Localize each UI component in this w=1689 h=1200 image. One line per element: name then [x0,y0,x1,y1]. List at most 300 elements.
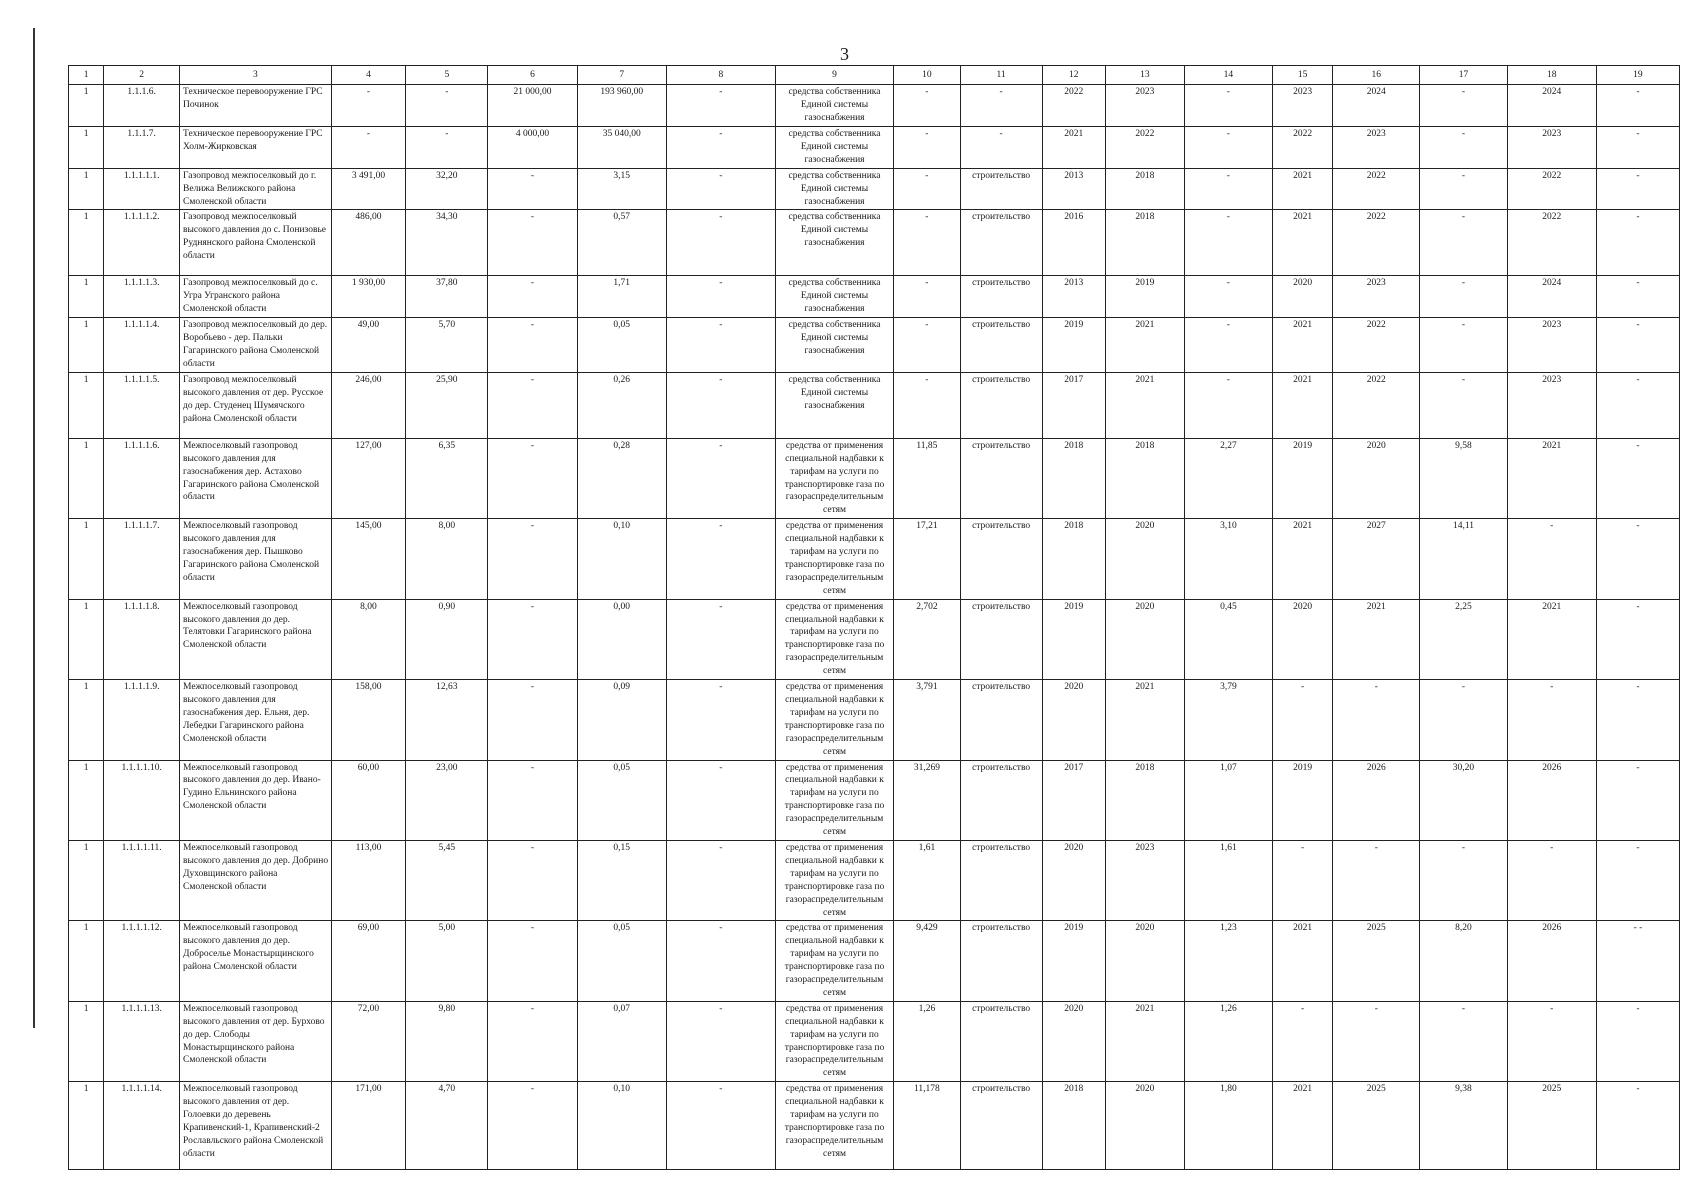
funding-source-cell: средства от применения специальной надбавки к тарифам на услуги по транспортировке газа по газораспределительным сетям [775,1082,893,1170]
table-cell: 2018 [1105,760,1184,840]
table-cell: - [406,85,488,127]
table-cell: - [406,127,488,169]
table-row [69,1082,1680,1170]
table-cell: 2021 [1273,318,1333,373]
table-cell: - [1420,210,1507,276]
table-cell: 2,25 [1420,599,1507,679]
table-cell: 1,80 [1184,1082,1272,1170]
table-cell: 1 [69,168,104,210]
table-cell: 2020 [1273,276,1333,318]
table-cell: 2020 [1042,680,1105,760]
table-cell: - [1273,840,1333,920]
table-cell: - [1184,318,1272,373]
table-cell: 2020 [1105,519,1184,599]
table-cell: 23,00 [406,760,488,840]
table-cell: 2020 [1105,599,1184,679]
funding-source-cell: средства собственника Единой системы газоснабжения [775,85,893,127]
table-cell: 2021 [1105,318,1184,373]
table-row [69,276,1680,318]
table-cell: 0,09 [577,680,666,760]
table-cell: - [1596,1082,1679,1170]
table-cell: 0,05 [577,318,666,373]
table-cell: 2018 [1042,1082,1105,1170]
table-cell: 2023 [1333,127,1420,169]
table-cell: 2013 [1042,276,1105,318]
table-cell: 2019 [1273,760,1333,840]
object-name-cell: Техническое перевооружение ГРС Холм-Жирковская [180,127,332,169]
table-cell: 2026 [1507,760,1596,840]
table-cell: строительство [960,840,1042,920]
object-name-cell: Газопровод межпоселковый до г. Велижа Велижского района Смоленской области [180,168,332,210]
table-cell: 2023 [1333,276,1420,318]
funding-source-cell: средства от применения специальной надбавки к тарифам на услуги по транспортировке газа по газораспределительным сетям [775,680,893,760]
column-header: 7 [577,66,666,85]
table-cell: 171,00 [331,1082,406,1170]
table-cell: 486,00 [331,210,406,276]
table-cell: 21 000,00 [488,85,577,127]
table-cell: - [666,760,775,840]
table-cell: 2021 [1105,680,1184,760]
table-cell: строительство [960,1001,1042,1081]
table-cell: 1 [69,276,104,318]
table-cell: 1 [69,599,104,679]
table-row [69,680,1680,760]
table-cell: 60,00 [331,760,406,840]
table-cell: 158,00 [331,680,406,760]
table-cell: - [488,1082,577,1170]
table-cell: - [331,127,406,169]
table-cell: 3,10 [1184,519,1272,599]
table-cell: 4 000,00 [488,127,577,169]
table-cell: 1.1.1.1.3. [104,276,180,318]
column-header: 17 [1420,66,1507,85]
table-cell: - [1596,168,1679,210]
table-cell: 8,00 [331,599,406,679]
table-cell: 2024 [1333,85,1420,127]
table-cell: 1.1.1.1.2. [104,210,180,276]
funding-source-cell: средства собственника Единой системы газоснабжения [775,210,893,276]
table-cell: - [1420,840,1507,920]
table-cell: 2022 [1333,168,1420,210]
table-cell: 2024 [1507,276,1596,318]
table-cell: 2021 [1105,1001,1184,1081]
table-cell: 2021 [1273,210,1333,276]
table-cell: 2023 [1507,372,1596,438]
table-cell: строительство [960,372,1042,438]
table-cell: - [1596,840,1679,920]
table-cell: - [894,276,960,318]
table-cell: - [1273,680,1333,760]
table-cell: строительство [960,168,1042,210]
table-cell: строительство [960,921,1042,1001]
table-cell: 193 960,00 [577,85,666,127]
table-cell: 1.1.1.6. [104,85,180,127]
table-cell: - [488,372,577,438]
table-cell: - [894,210,960,276]
table-row [69,372,1680,438]
table-cell: 2018 [1042,438,1105,518]
table-cell: 2020 [1042,1001,1105,1081]
table-cell: - [1596,680,1679,760]
table-cell: 2019 [1042,921,1105,1001]
table-cell: - [1420,1001,1507,1081]
table-cell: - [1596,519,1679,599]
table-cell: 2016 [1042,210,1105,276]
header-row [69,66,1680,85]
table-cell: 0,26 [577,372,666,438]
table-cell: 2023 [1105,85,1184,127]
table-cell: строительство [960,599,1042,679]
table-cell: 1 [69,210,104,276]
table-cell: 1 [69,1082,104,1170]
table-cell: 2022 [1507,210,1596,276]
table-cell: 2021 [1333,599,1420,679]
table-cell: 246,00 [331,372,406,438]
funding-source-cell: средства от применения специальной надбавки к тарифам на услуги по транспортировке газа по газораспределительным сетям [775,760,893,840]
object-name-cell: Газопровод межпоселковый до с. Угра Угранского района Смоленской области [180,276,332,318]
table-cell: 0,45 [1184,599,1272,679]
table-cell: - [666,519,775,599]
table-cell: 1.1.1.1.8. [104,599,180,679]
table-cell: 2018 [1042,519,1105,599]
table-cell: 9,429 [894,921,960,1001]
table-cell: - [1420,127,1507,169]
table-cell: строительство [960,210,1042,276]
table-cell: - [1184,85,1272,127]
table-cell: 2022 [1273,127,1333,169]
table-cell: 2020 [1333,438,1420,518]
table-cell: 2021 [1507,438,1596,518]
table-cell: - [960,127,1042,169]
table-cell: 8,00 [406,519,488,599]
table-cell: - [488,921,577,1001]
table-row [69,1001,1680,1081]
table-cell: 2024 [1507,85,1596,127]
table-cell: 0,10 [577,519,666,599]
table-cell: - [488,760,577,840]
table-cell: 0,00 [577,599,666,679]
table-cell: 1.1.1.1.4. [104,318,180,373]
object-name-cell: Газопровод межпоселковый высокого давления до с. Понизовье Руднянского района Смоленской области [180,210,332,276]
binding-margin-line [33,28,35,1028]
table-cell: 2026 [1507,921,1596,1001]
table-cell: 2025 [1333,921,1420,1001]
table-cell: 1.1.1.1.11. [104,840,180,920]
table-cell: 2021 [1273,1082,1333,1170]
table-cell: - [1273,1001,1333,1081]
table-cell: - [1596,210,1679,276]
object-name-cell: Межпоселковый газопровод высокого давления от дер. Бурхово до дер. Слободы Монастырщинского района Смоленской области [180,1001,332,1081]
table-cell: 11,178 [894,1082,960,1170]
column-header: 13 [1105,66,1184,85]
object-name-cell: Межпоселковый газопровод высокого давления до дер. Телятовки Гагаринского района Смоленской области [180,599,332,679]
column-header: 19 [1596,66,1679,85]
table-cell: строительство [960,519,1042,599]
table-cell: 1.1.1.1.7. [104,519,180,599]
table-cell: 1 [69,127,104,169]
funding-source-cell: средства от применения специальной надбавки к тарифам на услуги по транспортировке газа по газораспределительным сетям [775,921,893,1001]
table-cell: 2022 [1333,372,1420,438]
object-name-cell: Межпоселковый газопровод высокого давления для газоснабжения дер. Астахово Гагаринского района Смоленской области [180,438,332,518]
table-cell: 145,00 [331,519,406,599]
table-cell: - [666,1001,775,1081]
table-cell: - [666,372,775,438]
table-cell: - [1596,1001,1679,1081]
table-cell: 2027 [1333,519,1420,599]
object-name-cell: Газопровод межпоселковый высокого давления от дер. Русское до дер. Студенец Шумячского района Смоленской области [180,372,332,438]
table-cell: строительство [960,680,1042,760]
table-cell: - [1596,276,1679,318]
table-cell: 1.1.1.1.1. [104,168,180,210]
object-name-cell: Газопровод межпоселковый до дер. Воробьево - дер. Пальки Гагаринского района Смоленской области [180,318,332,373]
table-cell: строительство [960,760,1042,840]
table-cell: - [1184,127,1272,169]
table-cell: 6,35 [406,438,488,518]
table-row [69,318,1680,373]
table-cell: - [666,438,775,518]
table-cell: - [1596,599,1679,679]
table-cell: 1,07 [1184,760,1272,840]
table-cell: 2019 [1042,599,1105,679]
table-cell: 2020 [1105,921,1184,1001]
table-cell: 5,45 [406,840,488,920]
table-cell: - [1184,210,1272,276]
table-cell: - [1596,760,1679,840]
object-name-cell: Межпоселковый газопровод высокого давления до дер. Добрино Духовщинского района Смоленской области [180,840,332,920]
table-cell: 0,07 [577,1001,666,1081]
table-cell: 1 [69,840,104,920]
column-header: 6 [488,66,577,85]
table-row [69,85,1680,127]
table-cell: 1.1.1.1.5. [104,372,180,438]
column-header: 4 [331,66,406,85]
funding-source-cell: средства собственника Единой системы газоснабжения [775,372,893,438]
funding-source-cell: средства от применения специальной надбавки к тарифам на услуги по транспортировке газа по газораспределительным сетям [775,438,893,518]
column-header: 3 [180,66,332,85]
table-cell: - [666,127,775,169]
object-name-cell: Межпоселковый газопровод высокого давления до дер. Доброселье Монастырщинского района Смоленской области [180,921,332,1001]
table-cell: 1.1.1.1.12. [104,921,180,1001]
table-cell: - [488,168,577,210]
page-number: 3 [840,44,849,64]
table-cell: - [666,840,775,920]
table-cell: 11,85 [894,438,960,518]
table-cell: 1 [69,438,104,518]
table-cell: 32,20 [406,168,488,210]
table-cell: - [1184,276,1272,318]
table-cell: 2026 [1333,760,1420,840]
table-cell: 2022 [1507,168,1596,210]
table-cell: - [894,168,960,210]
table-cell: 69,00 [331,921,406,1001]
funding-source-cell: средства от применения специальной надбавки к тарифам на услуги по транспортировке газа по газораспределительным сетям [775,599,893,679]
table-cell: 2018 [1105,168,1184,210]
table-row [69,438,1680,518]
table-cell: - [1420,276,1507,318]
table-cell: 4,70 [406,1082,488,1170]
table-cell: 1.1.1.1.10. [104,760,180,840]
table-cell: - [1596,85,1679,127]
table-row [69,168,1680,210]
column-header: 1 [69,66,104,85]
funding-source-cell: средства собственника Единой системы газоснабжения [775,127,893,169]
table-cell: 1 [69,318,104,373]
table-cell: 1 [69,85,104,127]
table-cell: - [1333,840,1420,920]
table-cell: строительство [960,318,1042,373]
table-cell: 37,80 [406,276,488,318]
table-cell: 0,05 [577,760,666,840]
table-cell: 2025 [1507,1082,1596,1170]
table-cell: 2013 [1042,168,1105,210]
table-cell: - [1184,372,1272,438]
table-cell: 2021 [1273,168,1333,210]
table-cell: 9,58 [1420,438,1507,518]
table-cell: 5,70 [406,318,488,373]
table-cell: 1.1.1.7. [104,127,180,169]
table-cell: 31,269 [894,760,960,840]
table-cell: 1.1.1.1.13. [104,1001,180,1081]
table-cell: - [666,680,775,760]
object-name-cell: Межпоселковый газопровод высокого давления для газоснабжения дер. Пышково Гагаринского района Смоленской области [180,519,332,599]
table-cell: - [666,921,775,1001]
table-cell: - [894,318,960,373]
table-cell: - [1507,680,1596,760]
table-cell: 9,80 [406,1001,488,1081]
column-header: 2 [104,66,180,85]
table-cell: - [1420,680,1507,760]
table-cell: - [894,372,960,438]
column-header: 18 [1507,66,1596,85]
table-cell: 1 [69,519,104,599]
table-cell: 12,63 [406,680,488,760]
funding-source-cell: средства от применения специальной надбавки к тарифам на услуги по транспортировке газа по газораспределительным сетям [775,1001,893,1081]
table-cell: 2023 [1273,85,1333,127]
table-row [69,127,1680,169]
table-cell: - [1507,519,1596,599]
table-cell: 1 [69,921,104,1001]
table-cell: - [488,1001,577,1081]
table-cell: - [488,438,577,518]
table-cell: 0,15 [577,840,666,920]
table-cell: 1 [69,680,104,760]
table-cell: 2021 [1273,921,1333,1001]
table-cell: 2021 [1273,519,1333,599]
table-cell: - [488,276,577,318]
table-cell: 2023 [1507,318,1596,373]
table-cell: 8,20 [1420,921,1507,1001]
table-cell: - [1420,168,1507,210]
table-cell: 17,21 [894,519,960,599]
table-cell: 2017 [1042,372,1105,438]
table-cell: 0,57 [577,210,666,276]
table-cell: 1 930,00 [331,276,406,318]
table-cell: 2019 [1105,276,1184,318]
table-cell: 2022 [1333,318,1420,373]
table-cell: 1 [69,372,104,438]
column-header: 8 [666,66,775,85]
table-cell: 1,23 [1184,921,1272,1001]
table-cell: - [488,210,577,276]
table-cell: 1,26 [894,1001,960,1081]
table-cell: 3,79 [1184,680,1272,760]
table-cell: 0,05 [577,921,666,1001]
funding-source-cell: средства собственника Единой системы газоснабжения [775,168,893,210]
table-cell: 2021 [1105,372,1184,438]
table-cell: 2025 [1333,1082,1420,1170]
table-cell: - [1184,168,1272,210]
table-cell: - [666,318,775,373]
object-name-cell: Межпоселковый газопровод высокого давления для газоснабжения дер. Ельня, дер. Лебедки Гагаринского района Смоленской области [180,680,332,760]
column-header: 9 [775,66,893,85]
table-cell: - [1333,680,1420,760]
table-row [69,519,1680,599]
table-cell: 2019 [1273,438,1333,518]
table-row [69,599,1680,679]
table-cell: - [488,519,577,599]
column-header: 12 [1042,66,1105,85]
table-cell: 1,71 [577,276,666,318]
table-cell: - [1420,318,1507,373]
table-cell: - [1420,85,1507,127]
table-cell: - [488,599,577,679]
table-cell: 5,00 [406,921,488,1001]
table-cell: 72,00 [331,1001,406,1081]
table-cell: 0,90 [406,599,488,679]
table-cell: - [666,599,775,679]
table-cell: 35 040,00 [577,127,666,169]
table-cell: 2022 [1105,127,1184,169]
table-cell: - [666,85,775,127]
table-cell: 2018 [1105,210,1184,276]
table-cell: 2021 [1273,372,1333,438]
column-header: 14 [1184,66,1272,85]
table-cell: - [1507,840,1596,920]
table-row [69,760,1680,840]
funding-source-cell: средства от применения специальной надбавки к тарифам на услуги по транспортировке газа по газораспределительным сетям [775,840,893,920]
table-cell: строительство [960,1082,1042,1170]
table-cell: 49,00 [331,318,406,373]
object-name-cell: Техническое перевооружение ГРС Починок [180,85,332,127]
table-cell: 1.1.1.1.14. [104,1082,180,1170]
table-cell: - [1596,372,1679,438]
table-cell: 0,28 [577,438,666,518]
table-cell: - - [1596,921,1679,1001]
table-cell: - [666,1082,775,1170]
table-cell: 113,00 [331,840,406,920]
table-cell: - [960,85,1042,127]
table-cell: - [1333,1001,1420,1081]
table-cell: 2021 [1042,127,1105,169]
table-cell: 14,11 [1420,519,1507,599]
table-cell: 0,10 [577,1082,666,1170]
table-cell: 30,20 [1420,760,1507,840]
table-cell: 1,61 [894,840,960,920]
table-cell: 2020 [1042,840,1105,920]
table-cell: 3,15 [577,168,666,210]
table-cell: 1.1.1.1.9. [104,680,180,760]
table-cell: 2020 [1105,1082,1184,1170]
data-table [68,65,1680,1170]
table-row [69,921,1680,1001]
table-cell: 3 491,00 [331,168,406,210]
column-header: 16 [1333,66,1420,85]
column-header: 11 [960,66,1042,85]
table-cell: 2020 [1273,599,1333,679]
table-cell: 2,702 [894,599,960,679]
column-header: 10 [894,66,960,85]
table-cell: 25,90 [406,372,488,438]
